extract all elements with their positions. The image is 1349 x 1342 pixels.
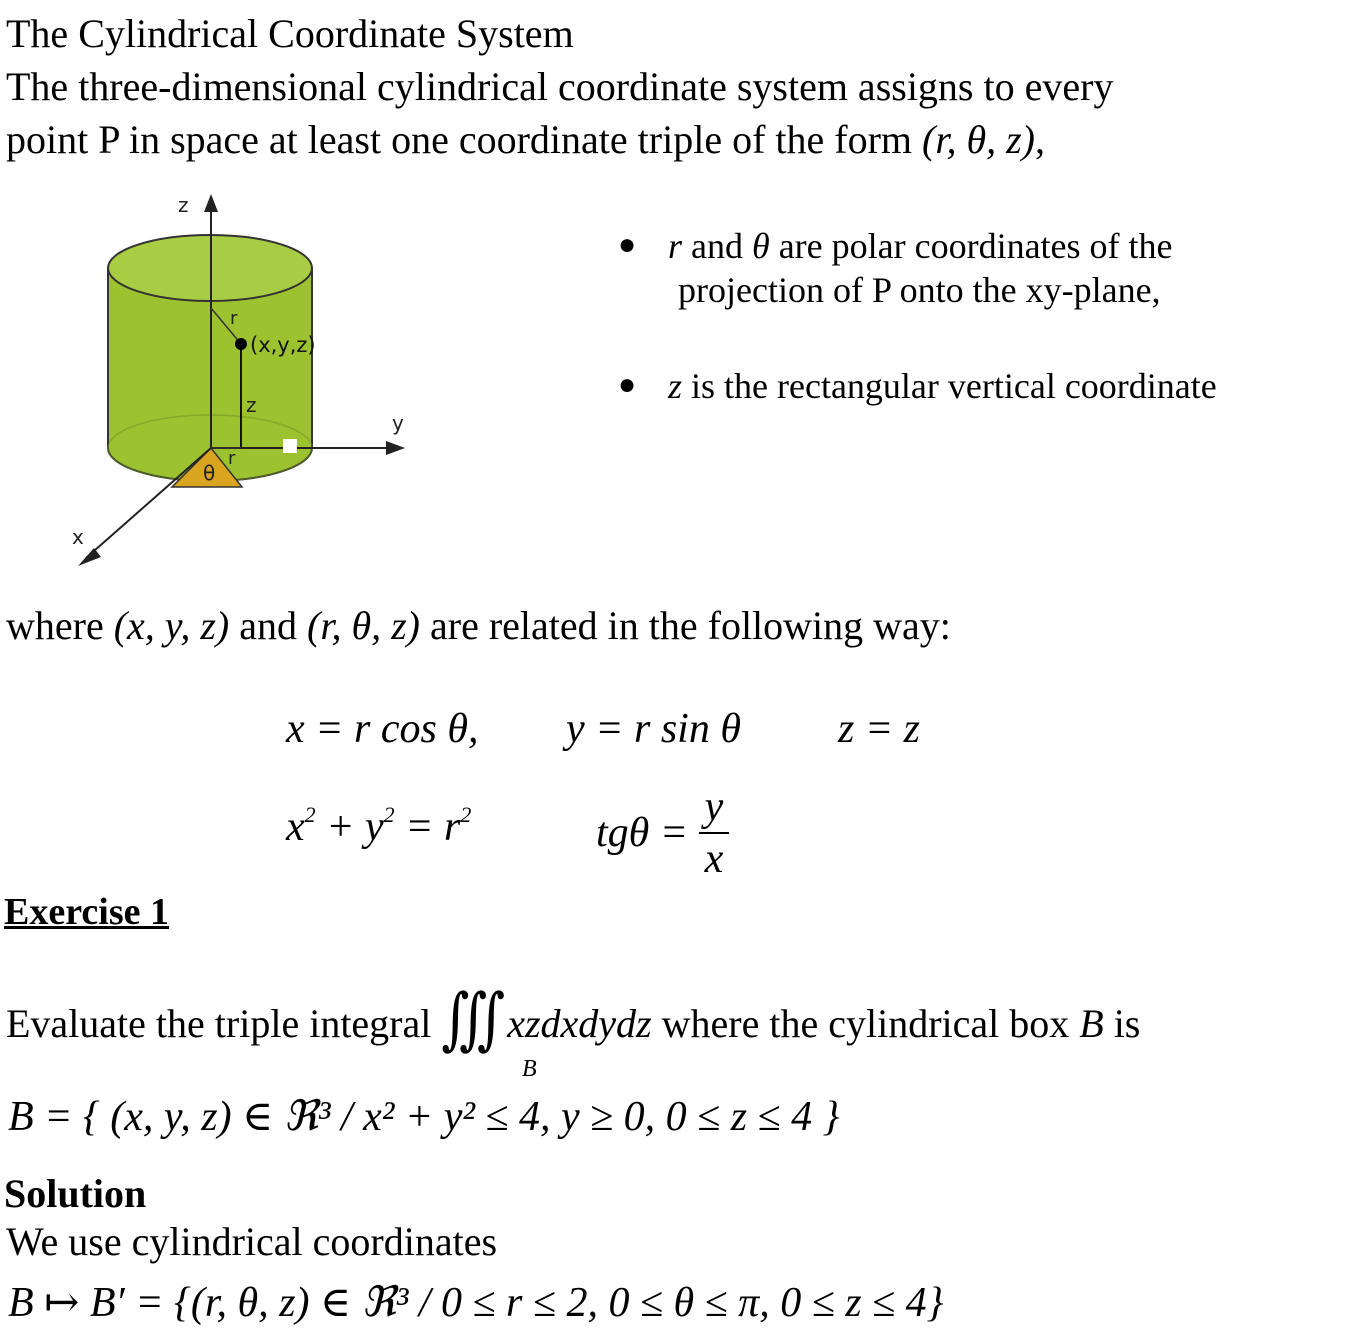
formula-pythagoras-y: + y <box>315 804 384 850</box>
triple-integral-sign: ∭ <box>441 981 492 1057</box>
formula-pythagoras <box>286 802 472 850</box>
bullet-1-and: and <box>682 226 752 266</box>
integral-region-subscript: B <box>522 1056 537 1082</box>
set-definition: B = { (x, y, z) ∈ ℜ³ / x² + y² ≤ 4, y ≥ 0, 0 ≤ z ≤ 4 } <box>8 1094 840 1140</box>
intro-line-2-end: , <box>1035 117 1046 162</box>
bullet-1-line-1 <box>668 228 1173 264</box>
fraction-numerator: y <box>699 786 730 834</box>
y-axis-marker <box>283 439 297 453</box>
relation-xyz: (x, y, z) <box>113 603 230 648</box>
formula-z: z = z <box>838 706 921 752</box>
formula-y: y = r sin θ <box>566 706 741 752</box>
relation-sentence <box>6 603 951 648</box>
intro-line-2-text: point P in space at least one coordinate triple of the form <box>6 117 923 162</box>
intro-line-2 <box>6 117 1046 162</box>
x-axis-arrow <box>78 548 101 566</box>
radius-label-bottom: r <box>228 448 236 469</box>
formula-tangent <box>596 786 729 880</box>
point-marker <box>235 338 247 350</box>
point-label: (x,y,z) <box>250 333 316 357</box>
exp-y: 2 <box>383 802 395 827</box>
relation-and: and <box>229 603 307 648</box>
coordinate-mapping: B ↦ B′ = {(r, θ, z) ∈ ℜ³ / 0 ≤ r ≤ 2, 0 ≤ θ ≤ π, 0 ≤ z ≤ 4} <box>8 1280 944 1326</box>
box-variable: B <box>1079 1001 1104 1046</box>
height-label: z <box>246 393 257 417</box>
integrand: xzdxdydz <box>507 1001 652 1046</box>
coordinate-triple: (r, θ, z) <box>922 117 1036 162</box>
relation-suffix: are related in the following way: <box>420 603 951 648</box>
bullet-1-var-r: r <box>668 226 683 266</box>
bullet-1-rest: are polar coordinates of the <box>769 226 1173 266</box>
x-axis-label: x <box>72 525 84 549</box>
radius-label-top: r <box>230 308 238 329</box>
formula-x: x = r cos θ, <box>286 706 479 752</box>
exercise-title: Exercise 1 <box>4 891 169 933</box>
cylinder-figure <box>60 190 440 580</box>
solution-title: Solution <box>4 1171 147 1216</box>
intro-line-1: The three-dimensional cylindrical coordinate system assigns to every <box>6 64 1114 109</box>
exp-x: 2 <box>304 802 316 827</box>
formula-pythagoras-r: = r <box>394 804 461 850</box>
angle-label: θ <box>203 461 216 485</box>
bullet-2-rest: is the rectangular vertical coordinate <box>682 366 1217 406</box>
relation-prefix: where <box>6 603 114 648</box>
y-axis-label: y <box>392 411 404 435</box>
fraction-y-over-x <box>699 786 730 880</box>
page-title: The Cylindrical Coordinate System <box>6 11 574 56</box>
bullet-1-line-2: projection of P onto the xy-plane, <box>678 270 1161 310</box>
solution-line: We use cylindrical coordinates <box>6 1219 498 1264</box>
bullet-2-var-z: z <box>668 366 683 406</box>
fraction-denominator: x <box>704 836 724 882</box>
exercise-eval-text: Evaluate the triple integral <box>6 1001 442 1046</box>
exercise-is-text: is <box>1103 1001 1141 1046</box>
y-axis-arrow <box>386 441 405 455</box>
bullet-1-var-theta: θ <box>752 226 770 266</box>
exercise-statement <box>6 981 1141 1057</box>
bullet-2-line <box>668 368 1217 404</box>
bullet-dot-2: ● <box>618 368 637 401</box>
exercise-where-text: where the cylindrical box <box>651 1001 1080 1046</box>
formula-tangent-lhs: tgθ = <box>596 810 699 856</box>
bullet-dot-1: ● <box>618 228 637 261</box>
relation-rtz: (r, θ, z) <box>307 603 420 648</box>
z-axis-label: z <box>178 193 189 217</box>
z-axis-arrow <box>204 194 218 212</box>
formula-pythagoras-x: x <box>286 804 305 850</box>
exp-r: 2 <box>460 802 472 827</box>
